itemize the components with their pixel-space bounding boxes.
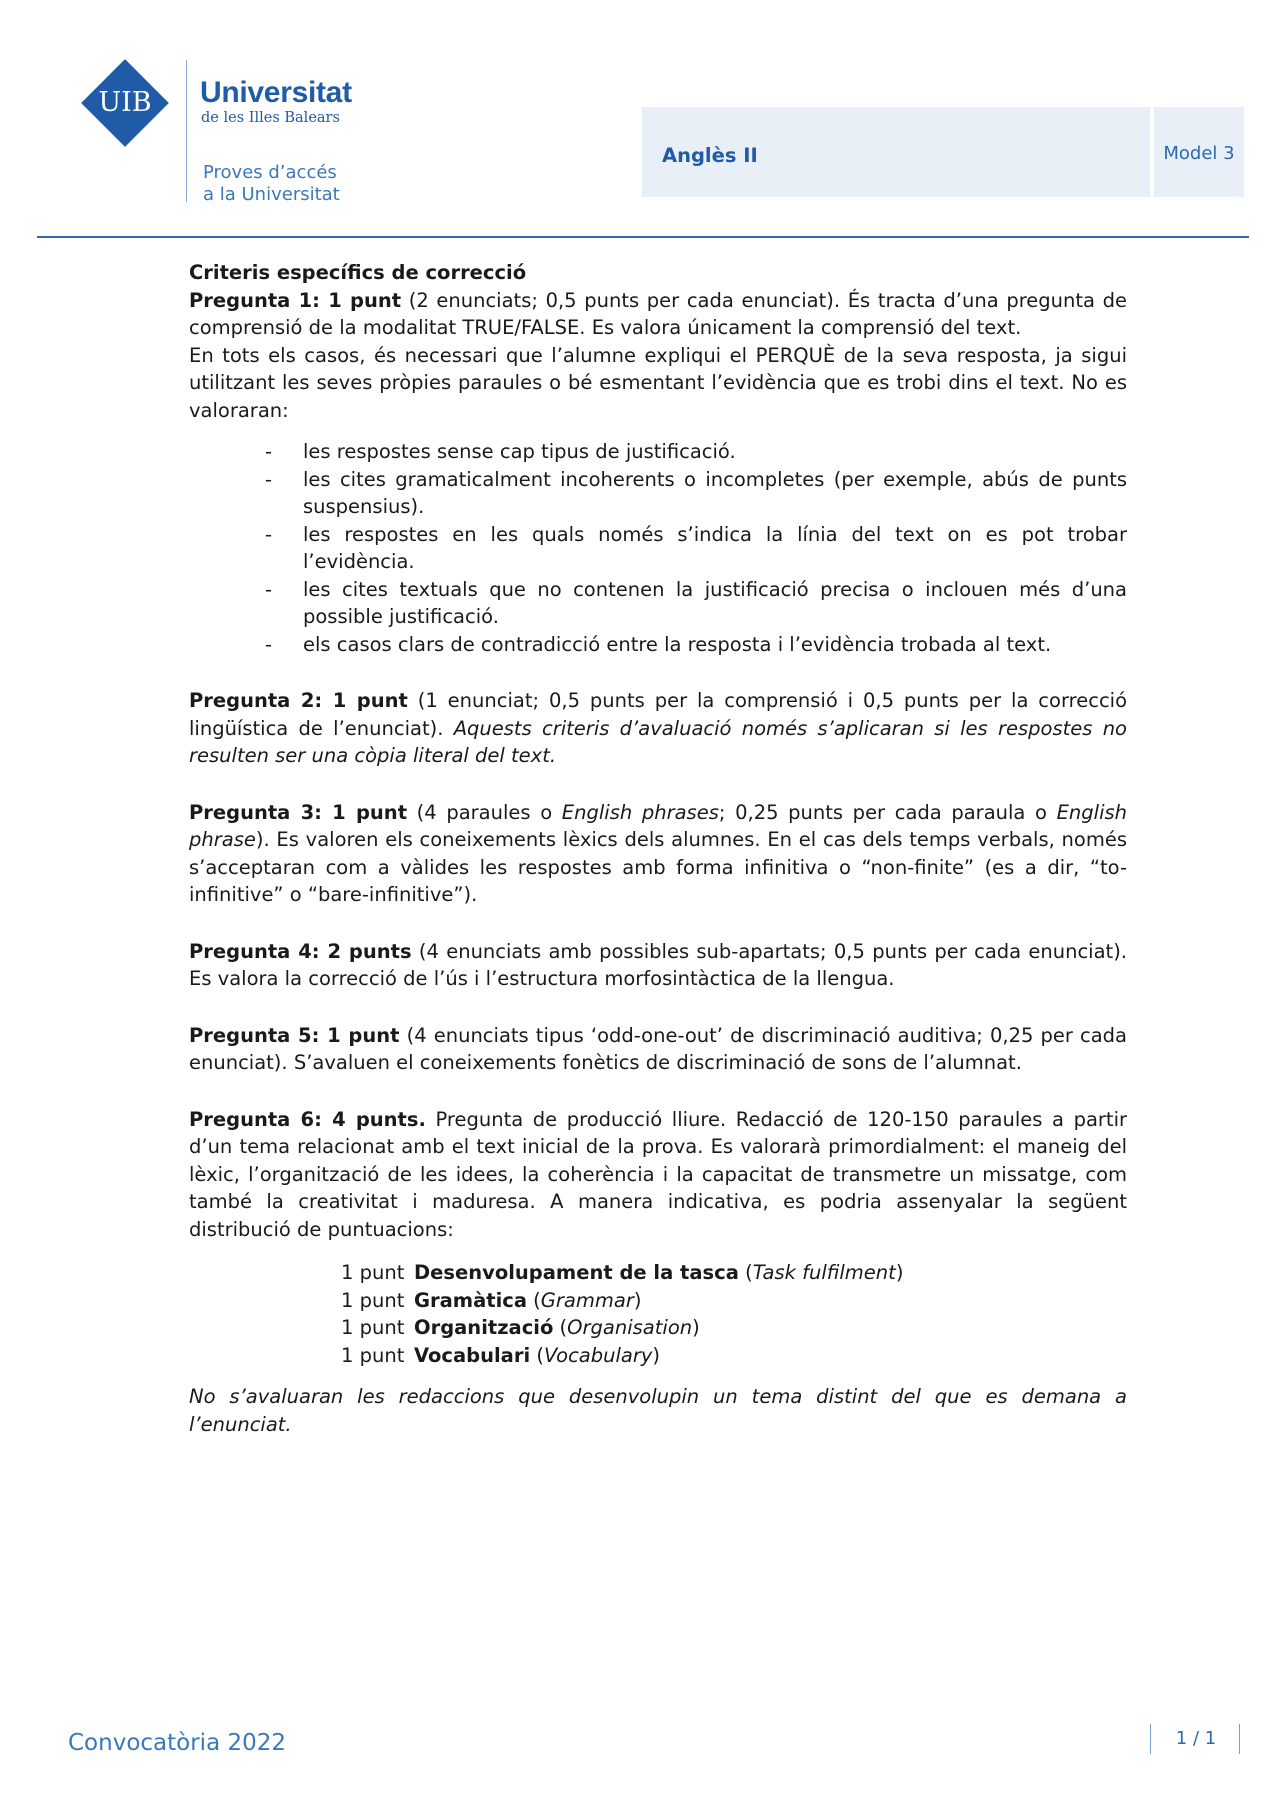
q3-text-2: ; 0,25 punts per cada paraula o xyxy=(718,800,1047,824)
question-5-section: Pregunta 5: 1 punt (4 enunciats tipus ‘odd-one-out’ de discriminació auditiva; 0,25 per cada enunciat). S’avaluen el coneixements fonètics de discriminació de sons de l’alumnat. xyxy=(189,1023,1128,1074)
rubric-row: 1 punt Vocabulari (Vocabulary) xyxy=(341,1342,1127,1370)
q2-label: Pregunta 2: 1 punt xyxy=(189,689,408,712)
model-label: Model 3 xyxy=(1163,143,1235,164)
list-item: - les respostes en les quals només s’indica la línia del text on es pot trobar l’evidència. xyxy=(303,521,1127,576)
subject-title: Anglès II xyxy=(662,144,758,167)
header-rule xyxy=(37,236,1249,238)
list-item: - les cites gramaticalment incoherents o incompletes (per exemple, abús de punts suspensius). xyxy=(303,466,1127,521)
q5-points: 1 punt xyxy=(327,1023,400,1047)
page-heading: Criteris específics de correcció xyxy=(189,261,527,284)
rubric-row: 1 punt Desenvolupament de la tasca (Task fulfilment) xyxy=(341,1259,1127,1287)
q6-rubric xyxy=(341,1259,1127,1369)
footer-divider-right xyxy=(1239,1724,1240,1754)
list-item: - les respostes sense cap tipus de justificació. xyxy=(303,438,1127,466)
rubric-points: 1 punt xyxy=(341,1288,405,1312)
footer-session: Convocatòria 2022 xyxy=(68,1730,287,1756)
question-1-intro: Pregunta 1: 1 punt (2 enunciats; 0,5 punts per cada enunciat). És tracta d’una pregunta de comprensió de la modalitat TRUE/FALSE. Es valora únicament la comprensió del text. xyxy=(189,288,1128,339)
uib-logo-mark: UIB xyxy=(98,87,152,118)
rubric-points: 1 punt xyxy=(341,1343,405,1367)
question-6-section: Pregunta 6: 4 punts. Pregunta de producció lliure. Redacció de 120-150 paraules a partir d’un tema relacionat amb el text inicial de la prova. Es valorarà primordialment: el maneig del lèxic, l’organització de les idees, la coherència i la capacitat de transmetre un missatge, com també la creativitat i maduresa. A manera indicativa, es podria assenyalar la següent distribució de puntuacions: xyxy=(189,1107,1128,1241)
rubric-english: Vocabulary xyxy=(543,1343,653,1367)
q6-label: Pregunta 6: 4 punts xyxy=(189,1107,419,1131)
logo-divider xyxy=(186,60,187,202)
q2-italic-note: Aquests criteris d’avaluació només s’aplicaran si les respostes no resulten ser una còpia literal del text. xyxy=(189,716,1127,767)
q6-text: Pregunta de producció lliure. Redacció de 120-150 paraules a partir d’un tema relacionat amb el text inicial de la prova. Es valorarà primordialment: el maneig del lèxic, l’organització de les idees, la coherència i la capacitat de transmetre un missatge, com també la creativitat i maduresa. A manera indicativa, es podria assenyalar la següent distribució de puntuacions: xyxy=(189,1107,1128,1241)
proves-line-1: Proves d’accés xyxy=(203,162,337,183)
rubric-english: Task fulfilment xyxy=(752,1261,896,1284)
rubric-criterion: Vocabulari xyxy=(414,1343,531,1367)
q1-points: 1 punt xyxy=(328,288,402,312)
question-2-section xyxy=(189,687,1127,770)
rubric-criterion: Desenvolupament de la tasca xyxy=(414,1261,739,1284)
list-item: - les cites textuals que no contenen la justificació precisa o inclouen més d’una possible justificació. xyxy=(303,576,1127,631)
q3-label: Pregunta 3: 1 punt xyxy=(189,800,408,824)
rubric-row: 1 punt Organització (Organisation) xyxy=(341,1314,1127,1342)
page-number: 1 / 1 xyxy=(1175,1728,1217,1749)
q3-text-1: (4 paraules o xyxy=(416,800,553,824)
question-3-section xyxy=(189,799,1127,909)
q5-text: (4 enunciats tipus ‘odd-one-out’ de discriminació auditiva; 0,25 per cada enunciat). S’avaluen el coneixements fonètics de discriminació de sons de l’alumnat. xyxy=(189,1023,1128,1074)
question-1-detail: En tots els casos, és necessari que l’alumne expliqui el PERQUÈ de la seva resposta, ja sigui utilitzant les seves pròpies paraules o bé esmentant l’evidència que es trobi dins el text. No es valoraran: xyxy=(189,343,1127,422)
question-4-section xyxy=(189,938,1127,993)
q3-italic-2: English phrase xyxy=(189,800,1128,851)
university-name: Universitat xyxy=(200,76,352,109)
q2-text: (1 enunciat; 0,5 punts per la comprensió i 0,5 punts per la correcció lingüística de l’enunciat). xyxy=(189,689,1128,740)
rubric-points: 1 punt xyxy=(341,1261,405,1284)
q4-text: (4 enunciats amb possibles sub-apartats; 0,5 punts per cada enunciat). Es valora la correcció de l’ús i l’estructura morfosintàctica de la llengua. xyxy=(189,939,1128,990)
rubric-criterion: Organització xyxy=(414,1316,554,1339)
rubric-criterion: Gramàtica xyxy=(414,1288,527,1312)
rubric-points: 1 punt xyxy=(341,1316,405,1339)
q3-text-3: ). Es valoren els coneixements lèxics dels alumnes. En el cas dels temps verbals, només s’acceptaran com a vàlides les respostes amb forma infinitiva o “non-finite” (es a dir, “to-infinitive” o “bare-infinitive”). xyxy=(189,828,1127,906)
list-item: - els casos clars de contradicció entre la resposta i l’evidència trobada al text. xyxy=(303,631,1127,659)
rubric-english: Organisation xyxy=(567,1316,693,1339)
q5-label: Pregunta 5 xyxy=(189,1023,312,1047)
q1-text-a: (2 enunciats; 0,5 punts per cada enunciat). És tracta d’una pregunta de comprensió de la modalitat TRUE/FALSE. Es valora únicament la comprensió del text. xyxy=(189,288,1128,339)
university-subtitle: de les Illes Balears xyxy=(201,110,340,126)
correction-criteria xyxy=(189,259,1127,1438)
proves-acces-label xyxy=(203,162,340,206)
question-1-section xyxy=(189,287,1127,659)
footer-divider-left xyxy=(1150,1724,1151,1754)
proves-line-2: a la Universitat xyxy=(203,184,340,205)
q4-label: Pregunta 4: 2 punts xyxy=(189,939,412,963)
q1-label: Pregunta 1 xyxy=(189,288,313,312)
closing-note: No s’avaluaran les redaccions que desenvolupin un tema distint del que es demana a l’enunciat. xyxy=(189,1385,1127,1436)
rubric-english: Grammar xyxy=(540,1288,634,1312)
q3-italic-1: English phrases xyxy=(561,800,719,824)
q1-exclusions-list xyxy=(189,438,1127,658)
rubric-row: 1 punt Gramàtica (Grammar) xyxy=(341,1287,1127,1315)
